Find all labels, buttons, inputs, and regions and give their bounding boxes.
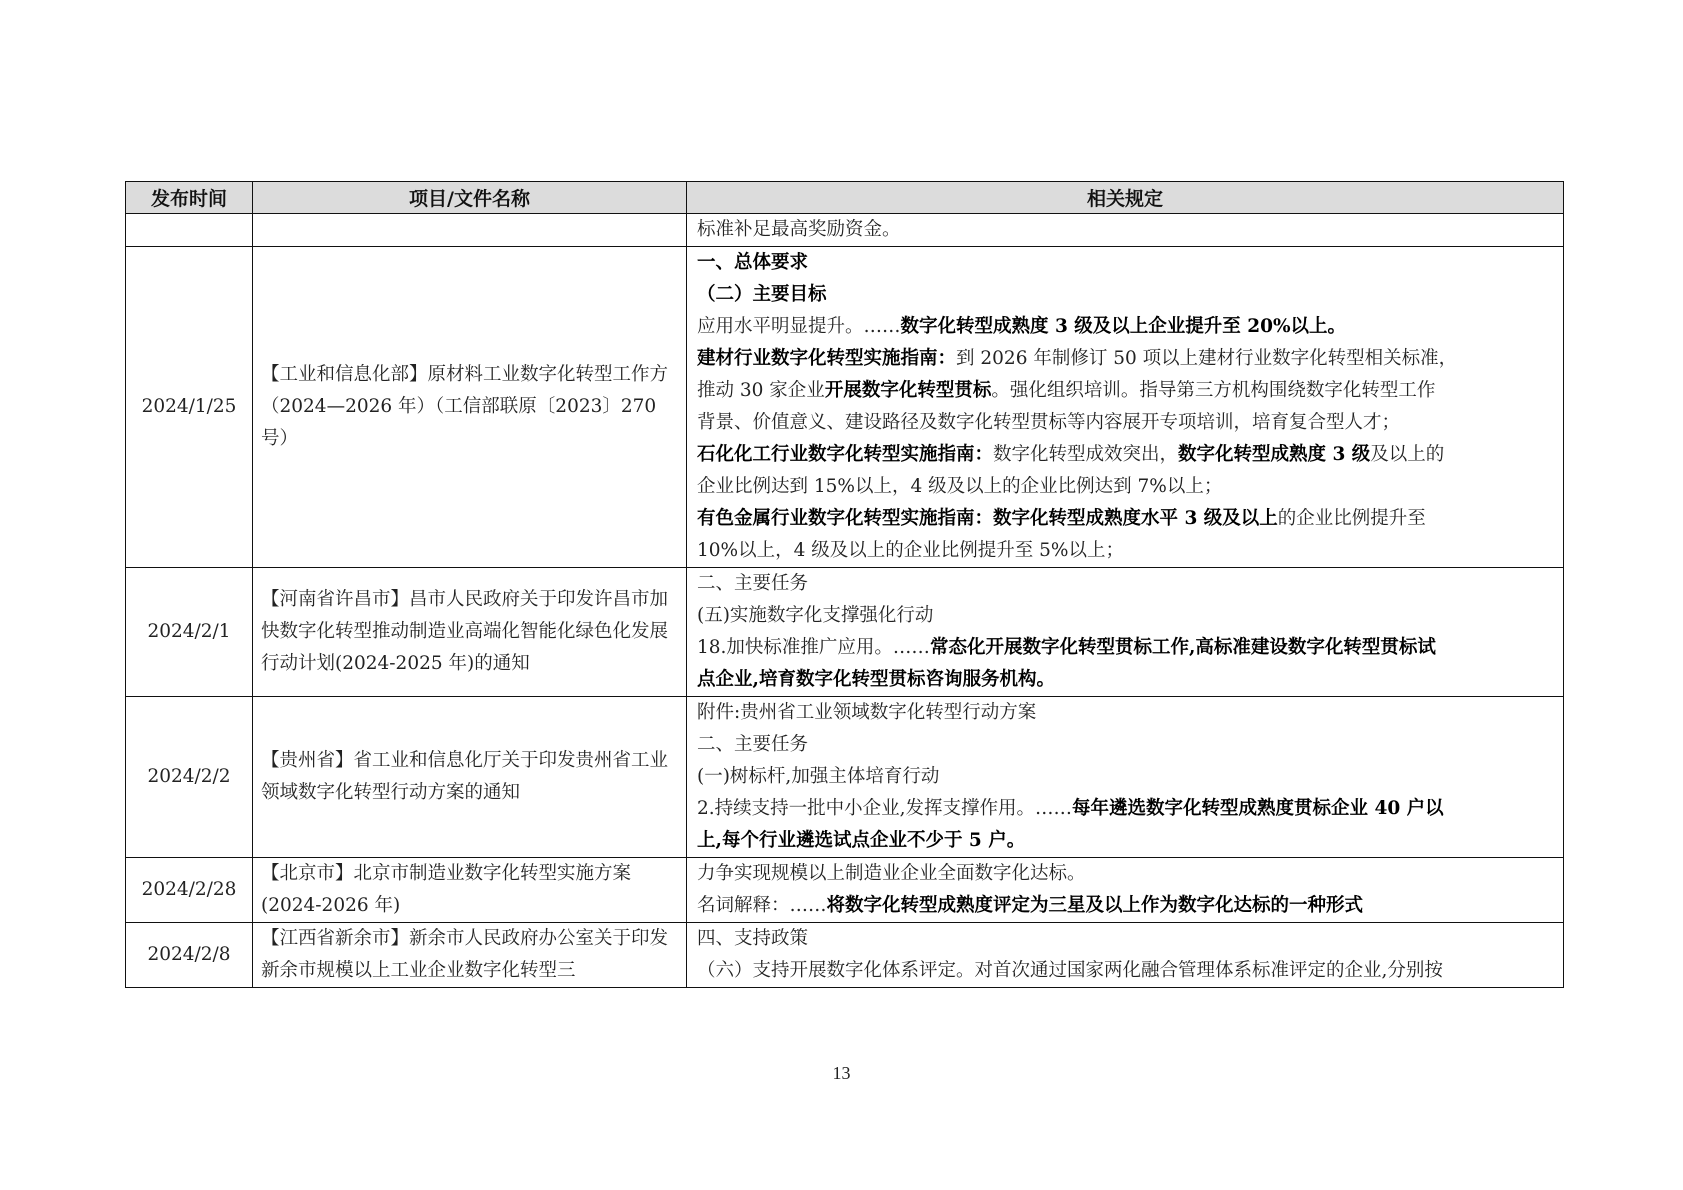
rule-text-bold: 数字化转型成熟度 3 级及以上企业提升至 20%以上。 — [900, 316, 1347, 337]
document-name: 【河南省许昌市】昌市人民政府关于印发许昌市加快数字化转型推动制造业高端化智能化绿色化发展行动计划(2024-2025 年)的通知 — [253, 568, 687, 697]
related-rules — [687, 923, 1564, 988]
rule-text-bold: 有色金属行业数字化转型实施指南：数字化转型成熟度水平 3 级及以上 — [697, 508, 1278, 529]
rule-text: 四、支持政策 — [697, 928, 809, 949]
table-header-row — [126, 182, 1564, 214]
rule-line — [697, 729, 1557, 761]
rule-text-bold: （二）主要目标 — [697, 284, 827, 305]
rule-text: 推动 30 家企业 — [697, 380, 825, 401]
publish-date: 2024/2/28 — [126, 858, 253, 923]
rule-text: 标准补足最高奖励资金。 — [697, 219, 901, 240]
publish-date: 2024/2/8 — [126, 923, 253, 988]
rule-text: 的企业比例提升至 — [1277, 508, 1426, 529]
related-rules — [687, 858, 1564, 923]
rule-text-bold: 常态化开展数字化转型贯标工作,高标准建设数字化转型贯标试 — [929, 637, 1436, 658]
page-number: 13 — [832, 1063, 851, 1083]
rule-text: 2.持续支持一批中小企业,发挥支撑作用。…… — [697, 798, 1073, 819]
header-date: 发布时间 — [126, 182, 253, 214]
rule-text-bold: 一、总体要求 — [697, 252, 809, 273]
rule-text-bold: 建材行业数字化转型实施指南： — [697, 348, 957, 369]
rule-line — [697, 923, 1557, 955]
rule-line — [697, 858, 1557, 890]
publish-date: 2024/2/2 — [126, 697, 253, 858]
publish-date: 2024/2/1 — [126, 568, 253, 697]
rule-text: (一)树标杆,加强主体培育行动 — [697, 766, 940, 787]
rule-text: 背景、价值意义、建设路径及数字化转型贯标等内容展开专项培训，培育复合型人才； — [697, 412, 1401, 433]
rule-line — [697, 664, 1557, 696]
policy-table — [125, 181, 1564, 988]
rule-text: 18.加快标准推广应用。…… — [697, 637, 930, 658]
document-name: 【贵州省】省工业和信息化厅关于印发贵州省工业领域数字化转型行动方案的通知 — [253, 697, 687, 858]
rule-text: 应用水平明显提升。…… — [697, 316, 901, 337]
rule-text: （六）支持开展数字化体系评定。对首次通过国家两化融合管理体系标准评定的企业,分别按 — [697, 960, 1443, 981]
rule-text-bold: 开展数字化转型贯标 — [824, 380, 992, 401]
rule-line — [697, 890, 1557, 922]
rule-line — [697, 793, 1557, 825]
publish-date — [126, 214, 253, 247]
rule-text: 数字化转型成效突出， — [993, 444, 1179, 465]
rule-line — [697, 343, 1557, 375]
document-name — [253, 214, 687, 247]
related-rules — [687, 568, 1564, 697]
rule-line — [697, 600, 1557, 632]
rule-text: 二、主要任务 — [697, 573, 809, 594]
rule-line — [697, 761, 1557, 793]
rule-line — [697, 407, 1557, 439]
rule-line — [697, 535, 1557, 567]
rule-text: 名词解释：…… — [697, 895, 827, 916]
document-name: 【江西省新余市】新余市人民政府办公室关于印发新余市规模以上工业企业数字化转型三 — [253, 923, 687, 988]
document-name: 【北京市】北京市制造业数字化转型实施方案(2024-2026 年) — [253, 858, 687, 923]
rule-line — [697, 568, 1557, 600]
rule-text: 企业比例达到 15%以上，4 级及以上的企业比例达到 7%以上； — [697, 476, 1223, 497]
rule-text-bold: 上,每个行业遴选试点企业不少于 5 户。 — [697, 830, 1026, 851]
header-rules: 相关规定 — [687, 182, 1564, 214]
rule-text: 附件:贵州省工业领域数字化转型行动方案 — [697, 702, 1037, 723]
rule-line — [697, 311, 1557, 343]
rule-line — [697, 471, 1557, 503]
table-row — [126, 214, 1564, 247]
table-row — [126, 858, 1564, 923]
rule-text: 二、主要任务 — [697, 734, 809, 755]
table-row — [126, 568, 1564, 697]
rule-text-bold: 石化化工行业数字化转型实施指南： — [697, 444, 994, 465]
document-name: 【工业和信息化部】原材料工业数字化转型工作方（2024—2026 年）（工信部联原〔2023〕270 号） — [253, 247, 687, 568]
rule-line — [697, 503, 1557, 535]
rule-line — [697, 439, 1557, 471]
rule-line — [697, 697, 1557, 729]
rule-text: 。强化组织培训。指导第三方机构围绕数字化转型工作 — [991, 380, 1436, 401]
rule-line — [697, 375, 1557, 407]
rule-text: 10%以上，4 级及以上的企业比例提升至 5%以上； — [697, 540, 1125, 561]
publish-date: 2024/1/25 — [126, 247, 253, 568]
rule-text-bold: 数字化转型成熟度 3 级 — [1178, 444, 1371, 465]
rule-text: 力争实现规模以上制造业企业全面数字化达标。 — [697, 863, 1086, 884]
header-name: 项目/文件名称 — [253, 182, 687, 214]
related-rules — [687, 697, 1564, 858]
rule-line — [697, 632, 1557, 664]
rule-text-bold: 将数字化转型成熟度评定为三星及以上作为数字化达标的一种形式 — [826, 895, 1364, 916]
rule-line — [697, 825, 1557, 857]
related-rules — [687, 247, 1564, 568]
rule-line — [697, 214, 1557, 246]
rule-text: 到 2026 年制修订 50 项以上建材行业数字化转型相关标准， — [956, 348, 1458, 369]
rule-text: (五)实施数字化支撑强化行动 — [697, 605, 934, 626]
related-rules — [687, 214, 1564, 247]
table-row — [126, 697, 1564, 858]
table-row — [126, 247, 1564, 568]
rule-text: 及以上的 — [1370, 444, 1445, 465]
rule-line — [697, 247, 1557, 279]
rule-line — [697, 955, 1557, 987]
rule-line — [697, 279, 1557, 311]
rule-text-bold: 点企业,培育数字化转型贯标咨询服务机构。 — [697, 669, 1055, 690]
table-row — [126, 923, 1564, 988]
rule-text-bold: 每年遴选数字化转型成熟度贯标企业 40 户以 — [1072, 798, 1444, 819]
